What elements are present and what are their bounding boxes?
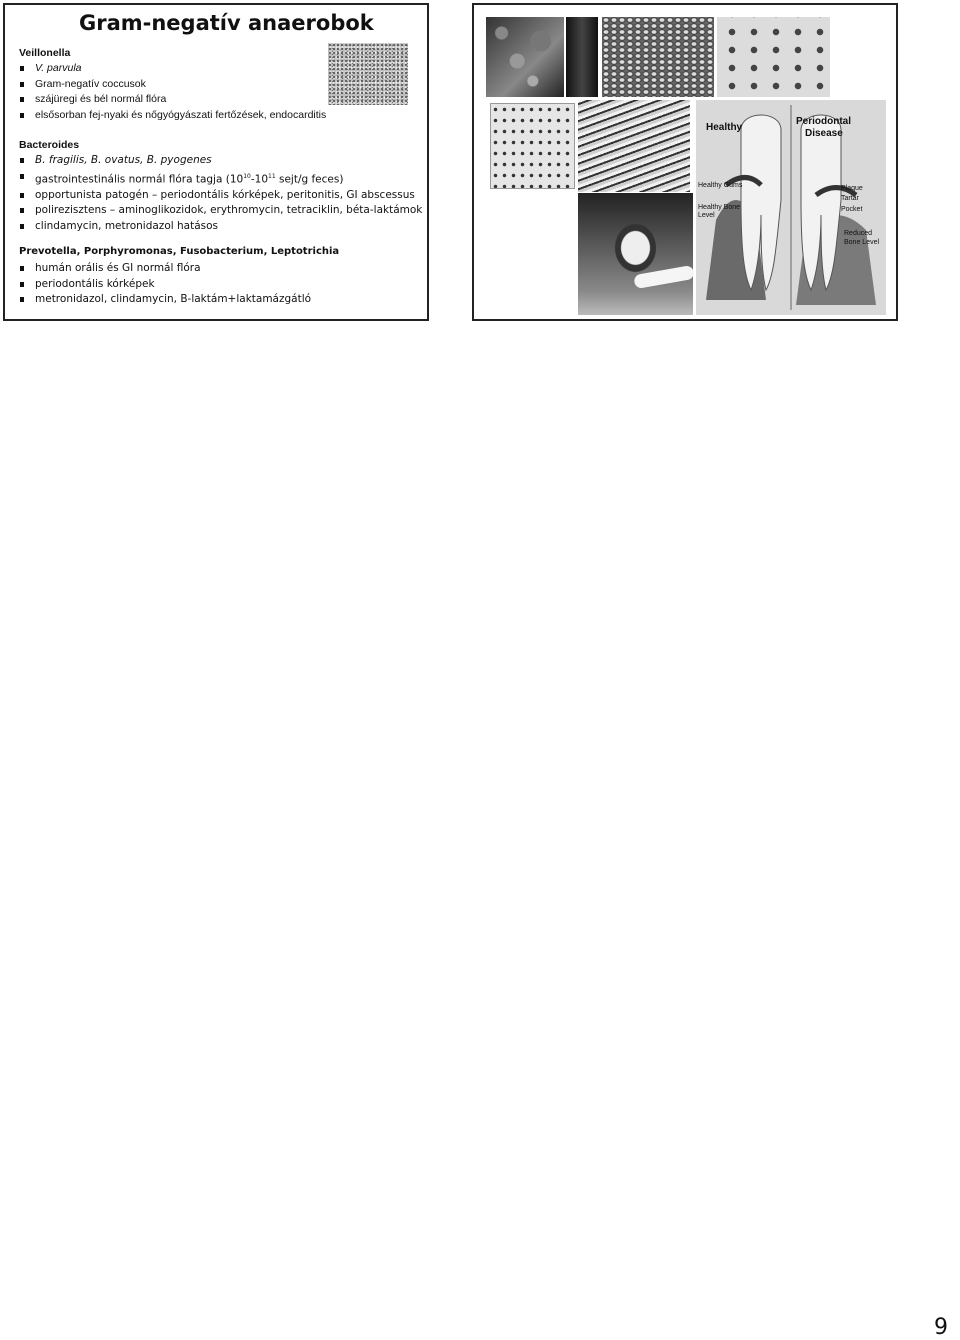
list-item: humán orális és GI normál flóra <box>19 261 311 277</box>
list-item <box>19 169 422 188</box>
slide-title: Gram-negatív anaerobok <box>79 11 374 35</box>
periodontal-diagram <box>696 100 886 315</box>
dark-micrograph-image <box>566 17 598 97</box>
list-item: periodontális kórképek <box>19 277 311 293</box>
reduced-bone-level-label: Bone Level <box>844 239 880 246</box>
list-item: clindamycin, metronidazol hatásos <box>19 219 422 235</box>
list-item: opportunista patogén – periodontális kórképek, peritonitis, GI abscessus <box>19 188 422 204</box>
culture-streak-image <box>578 100 690 192</box>
exponent: 10 <box>243 172 251 180</box>
prevotella-heading: Prevotella, Porphyromonas, Fusobacterium, Leptotrichia <box>19 246 340 257</box>
gram-stain-image <box>490 103 575 189</box>
disease-label: Disease <box>805 128 843 139</box>
slide-images <box>472 3 898 321</box>
list-item: elsősorban fej-nyaki és nőgyógyászati fertőzések, endocarditis <box>19 108 326 124</box>
prevotella-list <box>19 261 311 308</box>
list-item: szájüregi és bél normál flóra <box>19 92 326 108</box>
veillonella-heading: Veillonella <box>19 47 71 59</box>
bacteroides-heading: Bacteroides <box>19 139 80 151</box>
list-item: polirezisztens – aminoglikozidok, erythromycin, tetraciklin, béta-laktámok <box>19 203 422 219</box>
microscopy-thumbnail <box>328 43 408 105</box>
periodontal-label: Periodontal <box>796 116 852 127</box>
flora-text: gastrointestinális normál flóra tagja (10 <box>35 173 244 185</box>
healthy-bone-label: Healthy Bone <box>698 204 741 211</box>
sem-bacteria-image <box>602 17 714 97</box>
healthy-label: Healthy <box>706 122 743 133</box>
list-item: Gram-negatív coccusok <box>19 77 326 93</box>
healthy-bone-level-label: Level <box>698 212 715 219</box>
plaque-label: Plaque <box>841 185 863 192</box>
colony-plate-image <box>486 17 564 97</box>
reduced-label: Reduced <box>844 230 873 237</box>
cocci-micrograph-image <box>717 17 830 97</box>
list-item: B. fragilis, B. ovatus, B. pyogenes <box>19 153 422 169</box>
veillonella-list <box>19 61 326 123</box>
mouth-photo-image <box>578 193 693 315</box>
flora-text-tail: sejt/g feces) <box>275 173 344 185</box>
bacteroides-list <box>19 153 422 234</box>
flora-text-mid: -10 <box>250 173 268 185</box>
list-item: metronidazol, clindamycin, B-laktám+laktamázgátló <box>19 292 311 308</box>
pocket-label: Pocket <box>841 206 863 213</box>
list-item: V. parvula <box>19 61 326 77</box>
exponent: 11 <box>268 172 276 180</box>
healthy-gums-label: Healthy Gums <box>698 182 743 189</box>
page-number: 9 <box>934 1315 948 1340</box>
slide-text <box>3 3 429 321</box>
tartar-label: Tartar <box>841 195 859 202</box>
